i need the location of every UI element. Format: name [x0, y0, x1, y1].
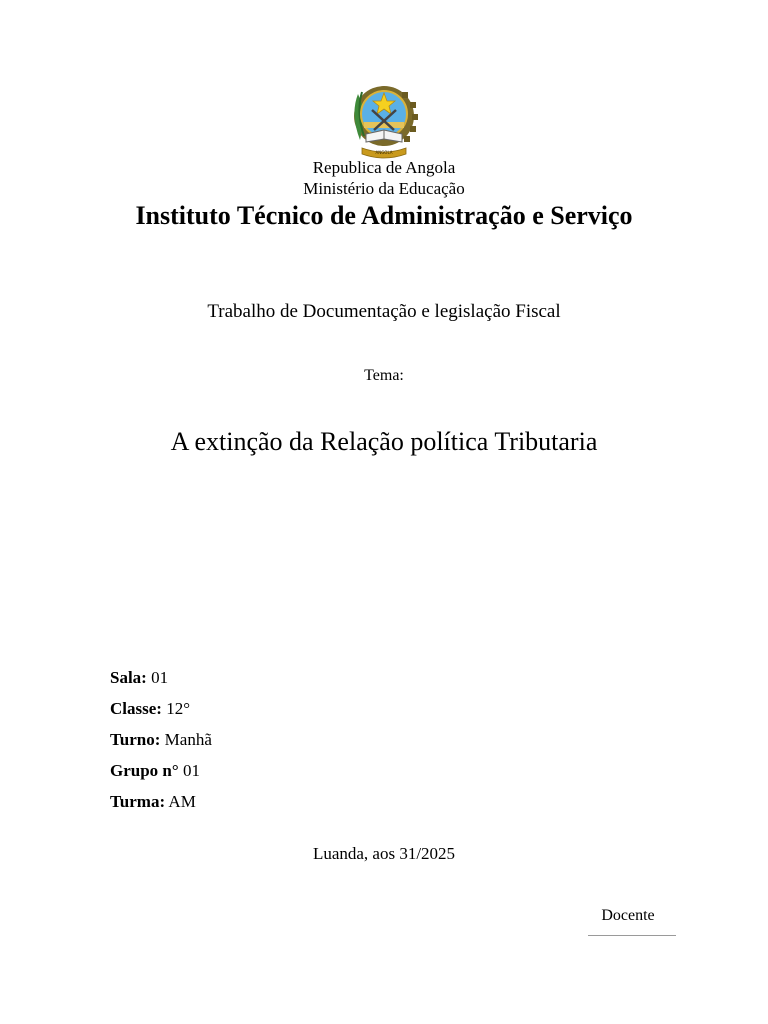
classe-value: 12° — [166, 699, 191, 718]
signature-line — [588, 935, 676, 936]
turma-value: AM — [168, 792, 196, 811]
info-row-turno — [110, 729, 212, 751]
grupo-value: 01 — [182, 761, 200, 780]
turno-value: Manhã — [164, 730, 212, 749]
grupo-label: Grupo n° — [110, 761, 179, 780]
theme-label: Tema: — [364, 367, 404, 384]
info-row-classe — [110, 698, 190, 720]
turno-label: Turno: — [110, 730, 161, 749]
work-title: Trabalho de Documentação e legislação Fiscal — [207, 301, 561, 322]
info-row-grupo — [110, 760, 200, 782]
angola-emblem — [348, 84, 420, 160]
place-date: Luanda, aos 31/2025 — [312, 844, 456, 863]
info-row-sala — [110, 667, 168, 689]
info-row-turma — [110, 791, 196, 813]
emblem-banner-text: ANGOLA — [375, 150, 393, 155]
ministry-name: Ministério da Educação — [303, 179, 465, 198]
republic-name: Republica de Angola — [312, 158, 456, 177]
docente-label: Docente — [601, 907, 655, 924]
theme-title: A extinção da Relação política Tributaria — [170, 427, 598, 456]
sala-label: Sala: — [110, 668, 147, 687]
turma-label: Turma: — [110, 792, 166, 811]
sala-value: 01 — [151, 668, 169, 687]
institute-name: Instituto Técnico de Administração e Serviço — [135, 201, 633, 230]
classe-label: Classe: — [110, 699, 162, 718]
